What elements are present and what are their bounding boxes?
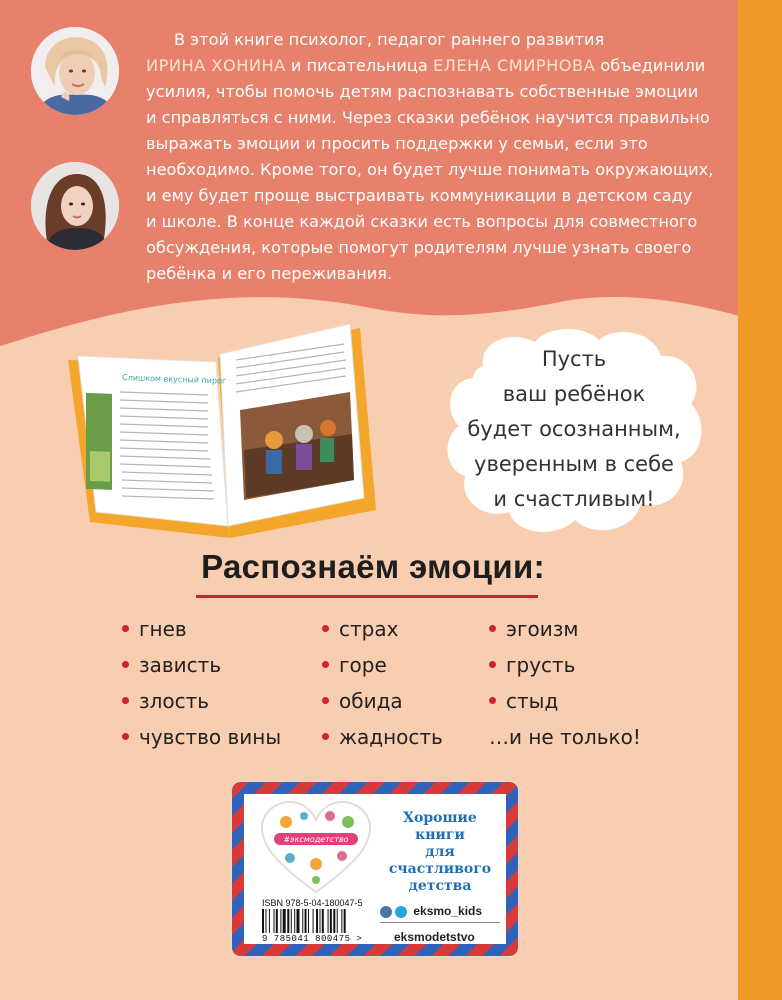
cloud-message	[450, 342, 698, 517]
barcode-arrow: >	[356, 934, 363, 944]
cloud-line: Пусть	[541, 347, 607, 371]
intro-line: и ему будет проще выстраивать коммуникации в детском саду	[146, 186, 693, 205]
social-handle-row	[380, 904, 482, 918]
bullet-icon	[122, 733, 129, 740]
cloud-line: ваш ребёнок	[502, 382, 646, 406]
barcode-bar	[276, 909, 278, 933]
emotion-item	[122, 613, 281, 649]
bullet-icon	[322, 625, 329, 632]
emotions-column-3	[489, 613, 641, 757]
book-page-title: Слишком вкусный пирог	[121, 373, 227, 386]
barcode-bar	[262, 909, 264, 933]
postcard-tagline	[372, 810, 508, 895]
emotion-more: …и не только!	[489, 725, 641, 749]
barcode-bar	[280, 909, 281, 933]
emotion-item	[322, 649, 443, 685]
barcode-bar	[341, 909, 342, 933]
bullet-icon	[122, 625, 129, 632]
emotion-label: горе	[339, 653, 387, 677]
emotion-item	[322, 721, 443, 757]
bullet-icon	[489, 661, 496, 668]
barcode-bar	[291, 909, 292, 933]
emotion-item	[122, 649, 281, 685]
barcode-bar	[308, 909, 309, 933]
bullet-icon	[122, 697, 129, 704]
tagline-line: детства	[408, 878, 472, 894]
barcode-bar	[330, 909, 332, 933]
bullet-icon	[122, 661, 129, 668]
postcard-inner	[244, 794, 506, 944]
emotion-label: стыд	[506, 689, 559, 713]
barcode-number	[262, 934, 362, 944]
barcode-bar	[322, 909, 324, 933]
tagline-line: книги	[415, 827, 465, 843]
emotion-item	[322, 685, 443, 721]
emotion-label: страх	[339, 617, 399, 641]
emotion-item	[122, 685, 281, 721]
barcode-digits: 9 785041 800475	[262, 934, 351, 944]
barcode-bar	[344, 909, 346, 933]
barcode-bar	[265, 909, 266, 933]
emotion-item	[122, 721, 281, 757]
emotion-label: злость	[139, 689, 210, 713]
bullet-icon	[489, 697, 496, 704]
barcode-bar	[316, 909, 318, 933]
intro-line-1: В этой книге психолог, педагог раннего развития	[174, 30, 605, 49]
book-spine	[738, 0, 782, 1000]
vk-icon	[380, 906, 392, 918]
tagline-line: для счастливого	[388, 844, 492, 877]
barcode-bar	[294, 909, 295, 933]
emotion-label: обида	[339, 689, 403, 713]
emotion-label: гнев	[139, 617, 187, 641]
emotion-item	[489, 685, 641, 721]
intro-line: необходимо. Кроме того, он будет лучше понимать окружающих,	[146, 160, 714, 179]
open-book-illustration	[60, 300, 390, 548]
heart-icon	[260, 800, 372, 896]
emotions-heading: Распознаём эмоции:	[201, 548, 545, 585]
tagline-line: Хорошие	[403, 810, 477, 826]
cloud-line: будет осознанным,	[467, 417, 681, 441]
intro-line: обсуждения, которые помогут родителям лучше узнать своего	[146, 238, 692, 257]
author-name-irina: ИРИНА ХОНИНА	[146, 56, 286, 75]
intro-conjunction: и писательница	[285, 56, 433, 75]
intro-line: и справляться с ними. Через сказки ребёнок научится правильно	[146, 108, 710, 127]
emotion-item	[322, 613, 443, 649]
emotion-label: чувство вины	[139, 725, 282, 749]
bullet-icon	[322, 697, 329, 704]
telegram-icon	[395, 906, 407, 918]
publisher-postcard	[232, 782, 518, 956]
intro-line: и школе. В конце каждой сказки есть вопросы для совместного	[146, 212, 698, 231]
intro-line-2	[146, 53, 726, 79]
barcode	[262, 909, 374, 933]
emotion-item	[489, 649, 641, 685]
bullet-icon	[322, 661, 329, 668]
barcode-bar	[274, 909, 275, 933]
intro-paragraph	[146, 27, 726, 287]
emotion-label: эгоизм	[506, 617, 579, 641]
emotion-label: грусть	[506, 653, 576, 677]
bullet-icon	[322, 733, 329, 740]
barcode-bar	[320, 909, 321, 933]
emotion-item	[489, 613, 641, 649]
emotions-column-1	[122, 613, 281, 757]
intro-line: выражать эмоции и просить поддержки у семьи, если это	[146, 134, 648, 153]
cloud-line: уверенным в себе	[474, 452, 674, 476]
social-handle: eksmo_kids	[413, 904, 483, 918]
barcode-bar	[333, 909, 335, 933]
postcard-divider	[380, 922, 500, 923]
barcode-bar	[302, 909, 303, 933]
heart-tag: #эксмодетство	[283, 835, 349, 844]
author-name-elena: ЕЛЕНА СМИРНОВА	[432, 56, 596, 75]
emotion-label: жадность	[339, 725, 443, 749]
barcode-bar	[287, 909, 289, 933]
heading-underline	[196, 595, 538, 598]
intro-line: усилия, чтобы помочь детям распознавать собственные эмоции	[146, 82, 699, 101]
barcode-bar	[305, 909, 307, 933]
bullet-icon	[489, 625, 496, 632]
emotion-label: зависть	[139, 653, 222, 677]
intro-line: ребёнка и его переживания.	[146, 264, 393, 283]
author-photo-irina	[31, 27, 119, 115]
barcode-bar	[283, 909, 286, 933]
emotions-column-2	[322, 613, 443, 757]
cloud-line: и счастливым!	[493, 487, 655, 511]
site-name: eksmodetstvo	[394, 930, 475, 944]
barcode-bar	[313, 909, 314, 933]
barcode-bar	[328, 909, 329, 933]
barcode-bar	[269, 909, 270, 933]
barcode-bar	[337, 909, 338, 933]
barcode-bar	[297, 909, 300, 933]
author-photo-elena	[31, 162, 119, 250]
intro-line-2-end: объединили	[595, 56, 706, 75]
isbn-number: ISBN 978-5-04-180047-5	[262, 898, 363, 908]
